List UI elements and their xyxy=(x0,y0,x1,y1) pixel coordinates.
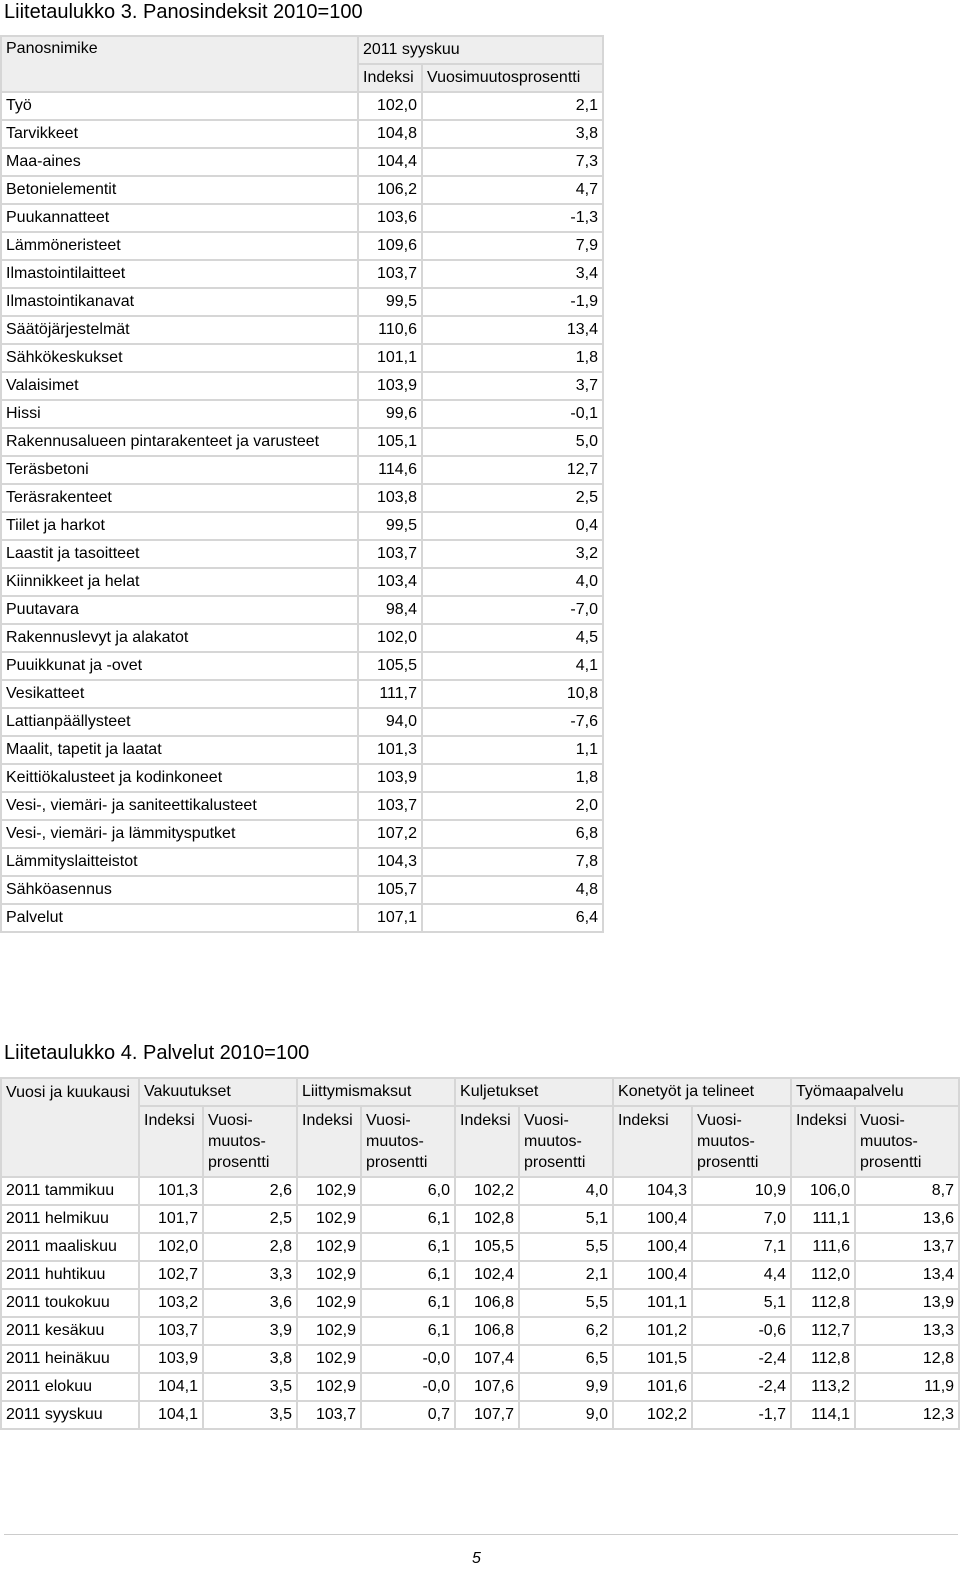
row-change: 6,1 xyxy=(361,1261,455,1289)
row-period: 2011 heinäkuu xyxy=(1,1345,139,1373)
row-index: 103,2 xyxy=(139,1289,203,1317)
row-index: 102,0 xyxy=(358,92,422,120)
table-row xyxy=(1,540,603,568)
row-index: 105,7 xyxy=(358,876,422,904)
row-index: 103,9 xyxy=(139,1345,203,1373)
table-row xyxy=(1,400,603,428)
table-row xyxy=(1,428,603,456)
row-change: -1,7 xyxy=(692,1401,791,1429)
row-index: 111,1 xyxy=(791,1205,855,1233)
row-change: 4,4 xyxy=(692,1261,791,1289)
row-index: 107,6 xyxy=(455,1373,519,1401)
row-change: 12,3 xyxy=(855,1401,959,1429)
table-row xyxy=(1,456,603,484)
row-index: 102,2 xyxy=(455,1177,519,1205)
row-name: Maalit, tapetit ja laatat xyxy=(1,736,358,764)
row-change: 4,5 xyxy=(422,624,603,652)
row-change: 10,9 xyxy=(692,1177,791,1205)
row-change: 13,3 xyxy=(855,1317,959,1345)
row-index: 102,9 xyxy=(297,1373,361,1401)
row-index: 101,3 xyxy=(139,1177,203,1205)
table4-group-header: Vakuutukset xyxy=(139,1078,297,1106)
row-change: 2,1 xyxy=(519,1261,613,1289)
row-change: 8,7 xyxy=(855,1177,959,1205)
table-row xyxy=(1,820,603,848)
row-change: 9,0 xyxy=(519,1401,613,1429)
row-index: 102,9 xyxy=(297,1317,361,1345)
row-index: 101,2 xyxy=(613,1317,692,1345)
table-row xyxy=(1,484,603,512)
row-index: 103,7 xyxy=(358,792,422,820)
row-change: 3,8 xyxy=(422,120,603,148)
table4-group-header: Työmaapalvelu xyxy=(791,1078,959,1106)
row-change: -2,4 xyxy=(692,1373,791,1401)
row-change: 4,1 xyxy=(422,652,603,680)
row-change: 12,7 xyxy=(422,456,603,484)
table4-index-header: Indeksi xyxy=(455,1106,519,1177)
table-row xyxy=(1,204,603,232)
table4-title: Liitetaulukko 4. Palvelut 2010=100 xyxy=(4,1042,310,1064)
row-change: 11,9 xyxy=(855,1373,959,1401)
row-name: Vesi-, viemäri- ja saniteettikalusteet xyxy=(1,792,358,820)
table-row xyxy=(1,568,603,596)
row-change: 9,9 xyxy=(519,1373,613,1401)
row-change: 3,8 xyxy=(203,1345,297,1373)
row-change: 5,1 xyxy=(692,1289,791,1317)
row-name: Vesikatteet xyxy=(1,680,358,708)
table4-change-header: Vuosi- muutos- prosentti xyxy=(692,1106,791,1177)
row-index: 102,0 xyxy=(139,1233,203,1261)
row-period: 2011 tammikuu xyxy=(1,1177,139,1205)
row-name: Valaisimet xyxy=(1,372,358,400)
row-change: 5,5 xyxy=(519,1289,613,1317)
row-index: 105,1 xyxy=(358,428,422,456)
row-change: -0,6 xyxy=(692,1317,791,1345)
row-index: 104,4 xyxy=(358,148,422,176)
row-index: 101,1 xyxy=(358,344,422,372)
row-change: 13,6 xyxy=(855,1205,959,1233)
row-period: 2011 huhtikuu xyxy=(1,1261,139,1289)
row-change: 6,5 xyxy=(519,1345,613,1373)
row-change: 0,4 xyxy=(422,512,603,540)
row-index: 104,1 xyxy=(139,1373,203,1401)
row-index: 103,8 xyxy=(358,484,422,512)
table4-palvelut xyxy=(0,1077,960,1430)
table4-index-header: Indeksi xyxy=(791,1106,855,1177)
row-change: 4,8 xyxy=(422,876,603,904)
row-change: -0,1 xyxy=(422,400,603,428)
row-index: 100,4 xyxy=(613,1261,692,1289)
row-period: 2011 toukokuu xyxy=(1,1289,139,1317)
row-change: 6,1 xyxy=(361,1205,455,1233)
table-row xyxy=(1,232,603,260)
table4-body xyxy=(1,1177,959,1429)
row-name: Tarvikkeet xyxy=(1,120,358,148)
row-change: 6,1 xyxy=(361,1233,455,1261)
row-change: 7,3 xyxy=(422,148,603,176)
row-name: Betonielementit xyxy=(1,176,358,204)
row-change: 6,2 xyxy=(519,1317,613,1345)
row-period: 2011 helmikuu xyxy=(1,1205,139,1233)
row-index: 103,7 xyxy=(139,1317,203,1345)
row-index: 106,8 xyxy=(455,1289,519,1317)
row-index: 104,1 xyxy=(139,1401,203,1429)
table-row xyxy=(1,260,603,288)
row-change: 3,2 xyxy=(422,540,603,568)
row-index: 104,3 xyxy=(358,848,422,876)
row-index: 107,4 xyxy=(455,1345,519,1373)
row-index: 103,7 xyxy=(358,540,422,568)
row-index: 102,9 xyxy=(297,1205,361,1233)
row-index: 102,9 xyxy=(297,1289,361,1317)
table-row xyxy=(1,176,603,204)
row-index: 99,6 xyxy=(358,400,422,428)
row-name: Puutavara xyxy=(1,596,358,624)
row-change: -0,0 xyxy=(361,1345,455,1373)
row-index: 102,9 xyxy=(297,1233,361,1261)
table-row xyxy=(1,652,603,680)
table-row xyxy=(1,512,603,540)
table-row xyxy=(1,1345,959,1373)
row-change: 1,8 xyxy=(422,344,603,372)
row-index: 102,0 xyxy=(358,624,422,652)
table4-group-header: Kuljetukset xyxy=(455,1078,613,1106)
row-name: Puukannatteet xyxy=(1,204,358,232)
row-change: 7,1 xyxy=(692,1233,791,1261)
row-change: -1,9 xyxy=(422,288,603,316)
row-index: 111,7 xyxy=(358,680,422,708)
row-name: Työ xyxy=(1,92,358,120)
row-name: Kiinnikkeet ja helat xyxy=(1,568,358,596)
row-change: 7,0 xyxy=(692,1205,791,1233)
row-name: Sähkökeskukset xyxy=(1,344,358,372)
row-change: 7,9 xyxy=(422,232,603,260)
row-name: Puuikkunat ja -ovet xyxy=(1,652,358,680)
table-row xyxy=(1,1177,959,1205)
row-index: 98,4 xyxy=(358,596,422,624)
table-row xyxy=(1,120,603,148)
table-row xyxy=(1,708,603,736)
table-row xyxy=(1,764,603,792)
table-row xyxy=(1,1233,959,1261)
row-index: 102,9 xyxy=(297,1345,361,1373)
table-row xyxy=(1,1373,959,1401)
row-change: 10,8 xyxy=(422,680,603,708)
row-index: 110,6 xyxy=(358,316,422,344)
table-row xyxy=(1,680,603,708)
table-row xyxy=(1,1317,959,1345)
row-index: 111,6 xyxy=(791,1233,855,1261)
table-row xyxy=(1,316,603,344)
row-period: 2011 syyskuu xyxy=(1,1401,139,1429)
row-change: 6,4 xyxy=(422,904,603,932)
row-change: 1,1 xyxy=(422,736,603,764)
row-change: 2,8 xyxy=(203,1233,297,1261)
row-change: 6,1 xyxy=(361,1289,455,1317)
table4-group-header: Konetyöt ja telineet xyxy=(613,1078,791,1106)
row-change: 6,0 xyxy=(361,1177,455,1205)
row-change: -2,4 xyxy=(692,1345,791,1373)
row-change: 4,7 xyxy=(422,176,603,204)
row-change: 5,0 xyxy=(422,428,603,456)
row-name: Lämmöneristeet xyxy=(1,232,358,260)
row-index: 106,0 xyxy=(791,1177,855,1205)
row-index: 102,2 xyxy=(613,1401,692,1429)
row-change: 12,8 xyxy=(855,1345,959,1373)
row-index: 101,3 xyxy=(358,736,422,764)
row-name: Rakennuslevyt ja alakatot xyxy=(1,624,358,652)
row-index: 99,5 xyxy=(358,288,422,316)
row-change: 2,0 xyxy=(422,792,603,820)
row-index: 101,6 xyxy=(613,1373,692,1401)
row-change: 3,6 xyxy=(203,1289,297,1317)
row-name: Sähköasennus xyxy=(1,876,358,904)
table3-title: Liitetaulukko 3. Panosindeksit 2010=100 xyxy=(4,1,363,23)
table4-change-header: Vuosi- muutos- prosentti xyxy=(519,1106,613,1177)
table-row xyxy=(1,736,603,764)
row-change: 13,4 xyxy=(855,1261,959,1289)
row-index: 107,1 xyxy=(358,904,422,932)
table4-index-header: Indeksi xyxy=(297,1106,361,1177)
row-change: -7,6 xyxy=(422,708,603,736)
row-index: 102,9 xyxy=(297,1261,361,1289)
row-name: Teräsbetoni xyxy=(1,456,358,484)
page-number: 5 xyxy=(472,1550,481,1567)
row-index: 106,2 xyxy=(358,176,422,204)
row-index: 101,7 xyxy=(139,1205,203,1233)
row-index: 112,8 xyxy=(791,1289,855,1317)
row-index: 102,7 xyxy=(139,1261,203,1289)
row-index: 114,1 xyxy=(791,1401,855,1429)
row-index: 114,6 xyxy=(358,456,422,484)
row-change: 2,5 xyxy=(422,484,603,512)
table4-change-header: Vuosi- muutos- prosentti xyxy=(203,1106,297,1177)
table-row xyxy=(1,876,603,904)
row-index: 113,2 xyxy=(791,1373,855,1401)
table-row xyxy=(1,904,603,932)
row-index: 100,4 xyxy=(613,1205,692,1233)
row-index: 99,5 xyxy=(358,512,422,540)
row-change: 3,4 xyxy=(422,260,603,288)
row-index: 101,1 xyxy=(613,1289,692,1317)
row-index: 107,7 xyxy=(455,1401,519,1429)
table4-index-header: Indeksi xyxy=(613,1106,692,1177)
row-name: Tiilet ja harkot xyxy=(1,512,358,540)
row-change: 7,8 xyxy=(422,848,603,876)
row-name: Vesi-, viemäri- ja lämmitysputket xyxy=(1,820,358,848)
row-period: 2011 kesäkuu xyxy=(1,1317,139,1345)
row-index: 107,2 xyxy=(358,820,422,848)
row-index: 94,0 xyxy=(358,708,422,736)
row-index: 103,9 xyxy=(358,764,422,792)
row-index: 106,8 xyxy=(455,1317,519,1345)
row-index: 105,5 xyxy=(455,1233,519,1261)
row-change: 0,7 xyxy=(361,1401,455,1429)
table4-index-header: Indeksi xyxy=(139,1106,203,1177)
row-index: 102,8 xyxy=(455,1205,519,1233)
table-row xyxy=(1,372,603,400)
table-row xyxy=(1,848,603,876)
row-index: 105,5 xyxy=(358,652,422,680)
row-index: 100,4 xyxy=(613,1233,692,1261)
table-row xyxy=(1,792,603,820)
row-change: -0,0 xyxy=(361,1373,455,1401)
table-row xyxy=(1,1261,959,1289)
row-index: 112,8 xyxy=(791,1345,855,1373)
row-name: Ilmastointikanavat xyxy=(1,288,358,316)
row-change: 4,0 xyxy=(519,1177,613,1205)
row-change: 3,5 xyxy=(203,1401,297,1429)
table-row xyxy=(1,624,603,652)
table3-period-header: 2011 syyskuu xyxy=(358,36,603,64)
row-change: 2,1 xyxy=(422,92,603,120)
table3-body xyxy=(1,92,603,932)
table3-index-header: Indeksi xyxy=(358,64,422,92)
table4-period-header: Vuosi ja kuukausi xyxy=(1,1078,139,1177)
row-name: Keittiökalusteet ja kodinkoneet xyxy=(1,764,358,792)
row-change: 4,0 xyxy=(422,568,603,596)
row-index: 101,5 xyxy=(613,1345,692,1373)
row-change: 2,5 xyxy=(203,1205,297,1233)
row-name: Maa-aines xyxy=(1,148,358,176)
row-name: Säätöjärjestelmät xyxy=(1,316,358,344)
row-change: 3,7 xyxy=(422,372,603,400)
row-index: 112,0 xyxy=(791,1261,855,1289)
row-index: 104,8 xyxy=(358,120,422,148)
row-change: 13,7 xyxy=(855,1233,959,1261)
row-period: 2011 elokuu xyxy=(1,1373,139,1401)
row-index: 102,9 xyxy=(297,1177,361,1205)
table-row xyxy=(1,288,603,316)
row-name: Laastit ja tasoitteet xyxy=(1,540,358,568)
row-change: 3,3 xyxy=(203,1261,297,1289)
row-change: -7,0 xyxy=(422,596,603,624)
row-period: 2011 maaliskuu xyxy=(1,1233,139,1261)
table3-change-header: Vuosimuutosprosentti xyxy=(422,64,603,92)
row-change: 1,8 xyxy=(422,764,603,792)
row-index: 104,3 xyxy=(613,1177,692,1205)
row-index: 109,6 xyxy=(358,232,422,260)
row-index: 103,7 xyxy=(358,260,422,288)
row-index: 103,9 xyxy=(358,372,422,400)
row-change: 5,1 xyxy=(519,1205,613,1233)
table-row xyxy=(1,92,603,120)
row-name: Palvelut xyxy=(1,904,358,932)
table-row xyxy=(1,1401,959,1429)
row-name: Rakennusalueen pintarakenteet ja varusteet xyxy=(1,428,358,456)
table3-name-header: Panosnimike xyxy=(1,36,358,92)
row-change: 13,9 xyxy=(855,1289,959,1317)
row-name: Lämmityslaitteistot xyxy=(1,848,358,876)
table-row xyxy=(1,344,603,372)
row-index: 103,4 xyxy=(358,568,422,596)
row-change: 13,4 xyxy=(422,316,603,344)
row-change: 5,5 xyxy=(519,1233,613,1261)
row-index: 103,7 xyxy=(297,1401,361,1429)
footer-divider xyxy=(4,1534,958,1535)
row-change: 2,6 xyxy=(203,1177,297,1205)
row-index: 102,4 xyxy=(455,1261,519,1289)
row-change: 6,8 xyxy=(422,820,603,848)
row-name: Teräsrakenteet xyxy=(1,484,358,512)
row-change: 6,1 xyxy=(361,1317,455,1345)
table4-group-header: Liittymismaksut xyxy=(297,1078,455,1106)
row-change: 3,5 xyxy=(203,1373,297,1401)
row-name: Hissi xyxy=(1,400,358,428)
row-change: -1,3 xyxy=(422,204,603,232)
table4-change-header: Vuosi- muutos- prosentti xyxy=(855,1106,959,1177)
table4-change-header: Vuosi- muutos- prosentti xyxy=(361,1106,455,1177)
table-row xyxy=(1,1205,959,1233)
row-index: 103,6 xyxy=(358,204,422,232)
row-index: 112,7 xyxy=(791,1317,855,1345)
row-name: Lattianpäällysteet xyxy=(1,708,358,736)
table-row xyxy=(1,1289,959,1317)
row-change: 3,9 xyxy=(203,1317,297,1345)
row-name: Ilmastointilaitteet xyxy=(1,260,358,288)
table-row xyxy=(1,148,603,176)
table-row xyxy=(1,596,603,624)
table3-panosindeksit xyxy=(0,35,604,933)
